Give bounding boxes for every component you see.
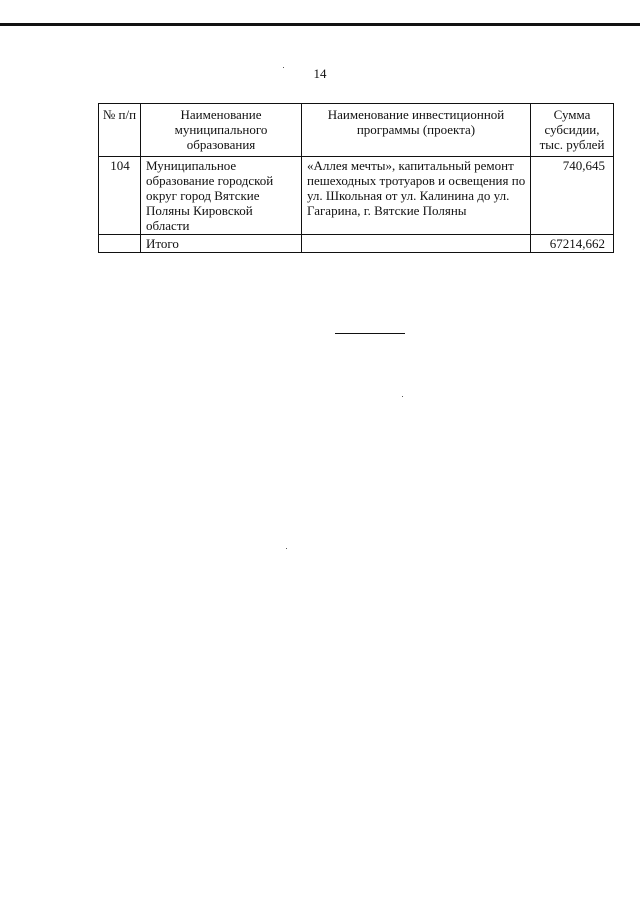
top-rule (0, 23, 640, 26)
total-program-empty (302, 235, 531, 253)
header-program: Наименование инвестиционной программы (проекта) (302, 104, 531, 157)
end-rule (335, 333, 405, 334)
header-sum: Сумма субсидии, тыс. рублей (531, 104, 614, 157)
header-municipality: Наименование муниципального образования (141, 104, 302, 157)
total-row (99, 235, 614, 253)
table-header-row (99, 104, 614, 157)
page-number: 14 (313, 66, 327, 81)
subsidy-table (98, 103, 614, 253)
total-num-empty (99, 235, 141, 253)
scan-speck (286, 548, 287, 549)
table-row (99, 157, 614, 235)
row-program: «Аллея мечты», капитальный ремонт пешеходных тротуаров и освещения по ул. Школьная от ул. Калинина до ул. Гагарина, г. Вятские Поляны (302, 157, 531, 235)
row-num: 104 (99, 157, 141, 235)
total-label: Итого (141, 235, 302, 253)
scan-speck (402, 396, 403, 397)
row-sum: 740,645 (531, 157, 614, 235)
row-municipality: Муниципальное образование городской округ город Вятские Поляны Кировской области (141, 157, 302, 235)
total-sum: 67214,662 (531, 235, 614, 253)
header-num: № п/п (99, 104, 141, 157)
